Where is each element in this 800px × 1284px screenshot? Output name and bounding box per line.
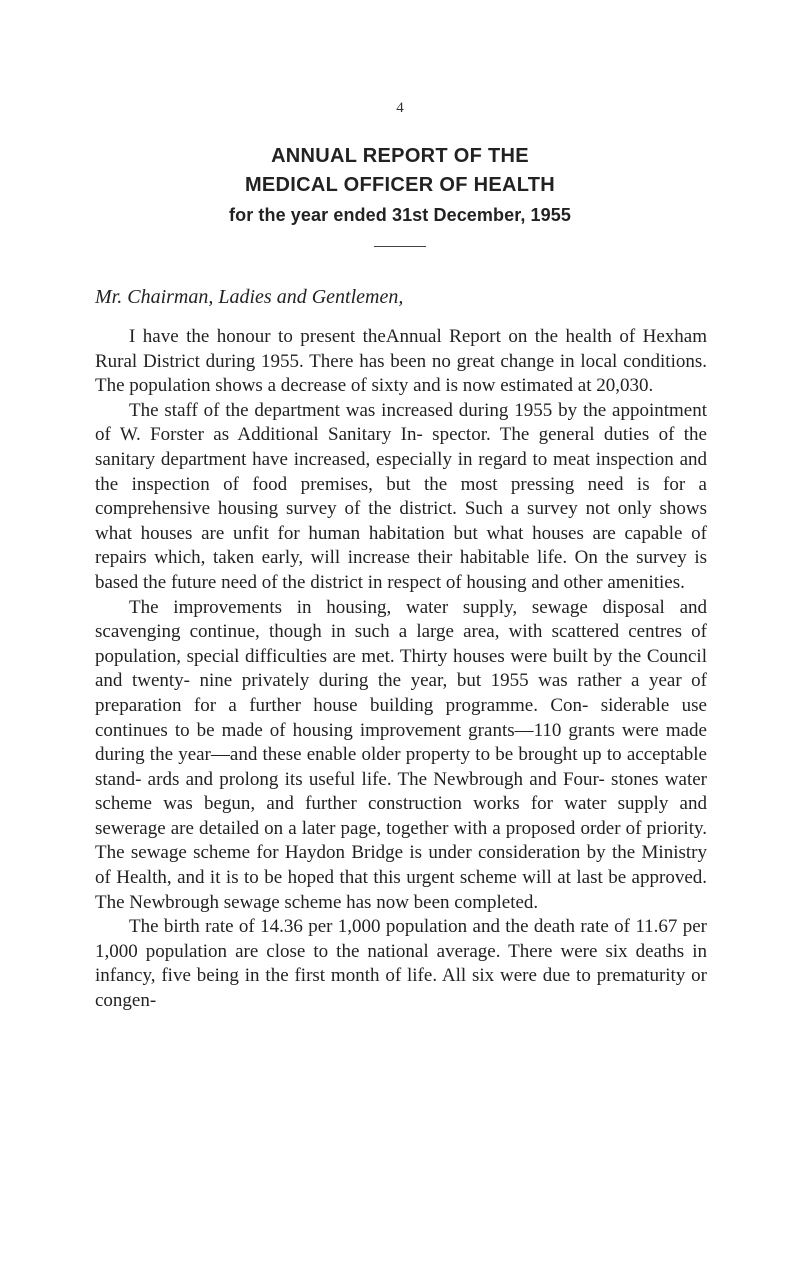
report-heading: [0, 142, 800, 230]
heading-line-3: for the year ended 31st December, 1955: [229, 205, 571, 225]
heading-divider: [374, 246, 426, 247]
paragraph-4: The birth rate of 14.36 per 1,000 population and the death rate of 11.67 per 1,000 population are close to the national average. There were six deaths in infancy, five being in the first month of life. All six were due to prematurity or congen-: [95, 916, 707, 1012]
heading-line-1: ANNUAL REPORT OF THE: [271, 145, 529, 167]
heading-line-2: MEDICAL OFFICER OF HEALTH: [244, 174, 556, 196]
page-number: 4: [396, 100, 404, 116]
paragraph-3: The improvements in housing, water supply, sewage disposal and scavenging continue, though in such a large area, with scattered centres of population, special difficulties are met. Thirty houses were built by the Council and twenty- nine privately during the year, but 1955 was rather a year of preparation for a further house building programme. Con- siderable use continues to be made of housing improvement grants—110 grants were made during the year—and these enable older property to be brought up to acceptable stand- ards and prolong its useful life. The Newbrough and Four- stones water scheme was begun, and further construction works for water supply and sewerage are detailed on a later page, together with a proposed order of priority. The sewage scheme for Haydon Bridge is under consideration by the Ministry of Health, and it is to be hoped that this urgent scheme will at last be approved. The Newbrough sewage scheme has now been completed.: [95, 596, 707, 913]
paragraph-2: The staff of the department was increased during 1955 by the appointment of W. Forster as Additional Sanitary In- spector. The general duties of the sanitary department have increased, especially in regard to meat inspection and the inspection of food premises, but the most pressing need is for a comprehensive housing survey of the district. Such a survey not only shows what houses are unfit for human habitation but what houses are capable of repairs which, taken early, will increase their habitable life. On the survey is based the future need of the district in respect of housing and other amenities.: [95, 399, 707, 593]
report-body: [95, 325, 707, 1014]
salutation: Mr. Chairman, Ladies and Gentlemen,: [95, 286, 404, 308]
paragraph-1: I have the honour to present theAnnual Report on the health of Hexham Rural District during 1955. There has been no great change in local conditions. The population shows a decrease of sixty and is now estimated at 20,030.: [95, 326, 707, 397]
